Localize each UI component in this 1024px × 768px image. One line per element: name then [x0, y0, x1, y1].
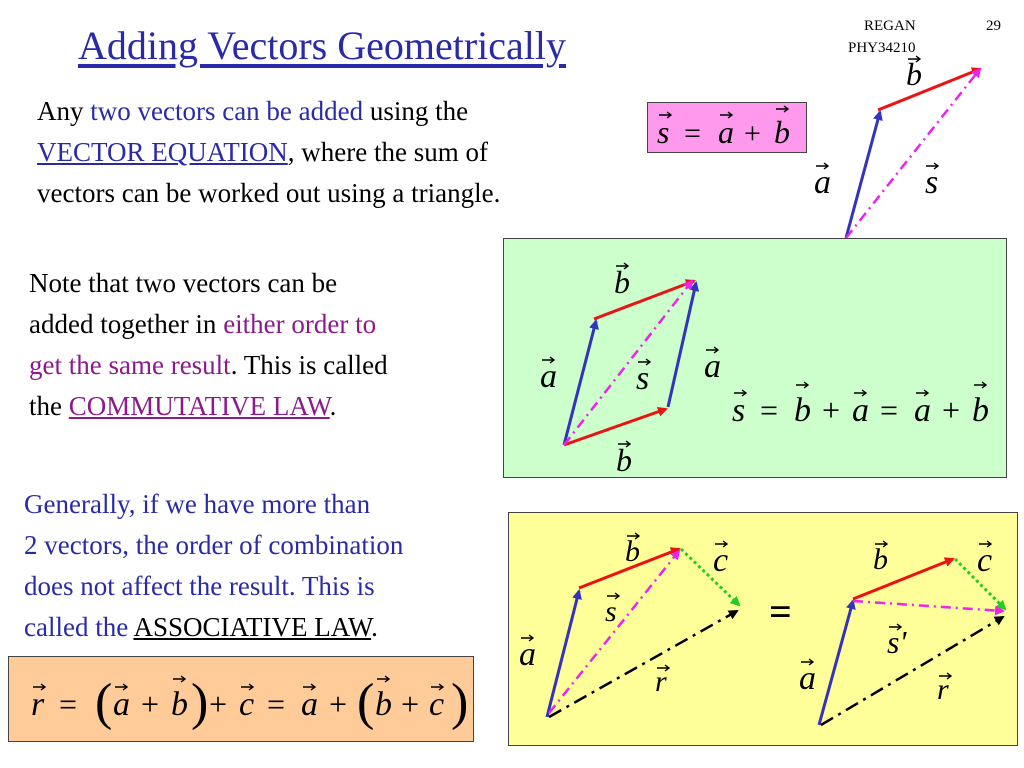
label-a: a — [799, 660, 816, 697]
eq-plus: + — [744, 117, 761, 150]
ceq-b: b — [972, 392, 989, 429]
vector-b-arrow — [853, 559, 953, 599]
p1-highlight: two vectors can be added — [90, 96, 364, 126]
ceq-plus: + — [822, 392, 841, 428]
p3-text: Generally, if we have more than — [24, 489, 371, 519]
vector-triangle-diagram — [814, 55, 1024, 245]
label-a-left: a — [540, 358, 557, 395]
vector-equation-formula — [650, 91, 790, 150]
label-c: c — [713, 542, 729, 579]
aeq-paren: ) — [451, 674, 469, 731]
vector-r-arrow — [821, 617, 1003, 725]
associative-diagram-box — [508, 512, 1018, 746]
vector-r-arrow — [549, 611, 737, 717]
ceq-s: s — [732, 392, 746, 429]
associative-left-diagram — [519, 533, 739, 717]
aeq-b: b — [171, 686, 188, 723]
label-s: s — [605, 595, 617, 628]
p1-text: Any — [37, 96, 91, 126]
commutative-law-term: COMMUTATIVE LAW — [68, 391, 330, 421]
p2-text: Note that two vectors can be — [29, 268, 338, 298]
aeq-r: r — [31, 686, 45, 723]
p2-highlight: get the same result — [29, 350, 231, 380]
aeq-c: c — [239, 686, 255, 723]
vector-equation-term: VECTOR EQUATION — [37, 137, 288, 167]
label-b: b — [625, 535, 640, 568]
label-b: b — [873, 543, 888, 576]
label-b-bottom: b — [616, 442, 632, 478]
label-b-top: b — [614, 264, 630, 300]
p2-text: . — [329, 391, 337, 421]
label-a-right: a — [704, 348, 721, 385]
ceq-equals: = — [760, 392, 779, 428]
associative-formula — [9, 644, 468, 731]
p2-text: added together in — [29, 309, 224, 339]
p3-text: called the — [24, 612, 134, 642]
vector-b-arrow — [878, 69, 980, 110]
aeq-b: b — [375, 686, 392, 723]
aeq-plus: + — [329, 686, 348, 722]
commutative-diagram-box — [503, 238, 1007, 478]
associative-formula-box — [8, 656, 474, 742]
label-b: b — [906, 56, 922, 92]
paragraph-associative — [24, 484, 504, 648]
slide-title: Adding Vectors Geometrically — [78, 23, 567, 68]
ceq-plus: + — [942, 392, 961, 428]
label-s: s — [925, 164, 939, 201]
associative-right-diagram — [799, 541, 1005, 725]
ceq-b: b — [794, 392, 811, 429]
p3-text: . — [371, 612, 378, 642]
p3-text: does not affect the result. This is — [24, 571, 375, 601]
label-r: r — [937, 673, 949, 706]
aeq-c: c — [429, 686, 445, 723]
vector-b-arrow — [594, 281, 694, 319]
p1-text: vectors can be worked out using a triangle. — [37, 178, 501, 208]
p2-text: . This is called — [230, 350, 388, 380]
header-course: PHY34210 — [848, 40, 916, 56]
label-c: c — [977, 542, 993, 579]
paragraph-commutative — [29, 263, 499, 427]
associative-law-term: ASSOCIATIVE LAW — [133, 612, 372, 642]
equals-sign: = — [769, 589, 792, 634]
eq-a: a — [718, 114, 734, 150]
p3-text: 2 vectors, the order of combination — [24, 530, 404, 560]
vector-c-arrow — [681, 549, 739, 605]
aeq-paren: ( — [95, 674, 113, 731]
label-s: s — [636, 360, 650, 397]
label-a: a — [814, 164, 831, 201]
paragraph-vector-equation — [37, 91, 637, 214]
aeq-paren: ( — [357, 674, 375, 731]
vector-s-prime-arrow — [853, 601, 1003, 611]
vector-a-arrow — [819, 601, 853, 725]
aeq-plus: + — [141, 686, 160, 722]
label-a: a — [519, 636, 536, 673]
eq-equals: = — [684, 117, 701, 150]
eq-s: s — [657, 114, 670, 150]
aeq-paren: ) — [191, 674, 209, 731]
aeq-plus: + — [209, 686, 228, 722]
vector-a-arrow — [547, 591, 579, 717]
aeq-equals: = — [267, 686, 286, 722]
aeq-a: a — [113, 686, 130, 723]
ceq-a: a — [914, 392, 931, 429]
aeq-equals: = — [59, 686, 78, 722]
p2-highlight: either order to — [223, 309, 377, 339]
vector-a-right-arrow — [668, 283, 696, 407]
aeq-plus: + — [401, 686, 420, 722]
vector-equation-box — [647, 102, 807, 153]
eq-b: b — [774, 114, 790, 150]
header-org: REGAN — [864, 18, 916, 34]
page-number: 29 — [986, 18, 1001, 34]
aeq-a: a — [301, 686, 318, 723]
label-r: r — [655, 665, 667, 698]
p1-text: , where the sum of — [287, 137, 488, 167]
p2-text: the — [29, 391, 69, 421]
p1-text: using the — [363, 96, 469, 126]
ceq-equals: = — [880, 392, 899, 428]
ceq-a: a — [852, 392, 869, 429]
vector-a-arrow — [846, 112, 880, 238]
label-s-prime: s' — [887, 624, 907, 660]
